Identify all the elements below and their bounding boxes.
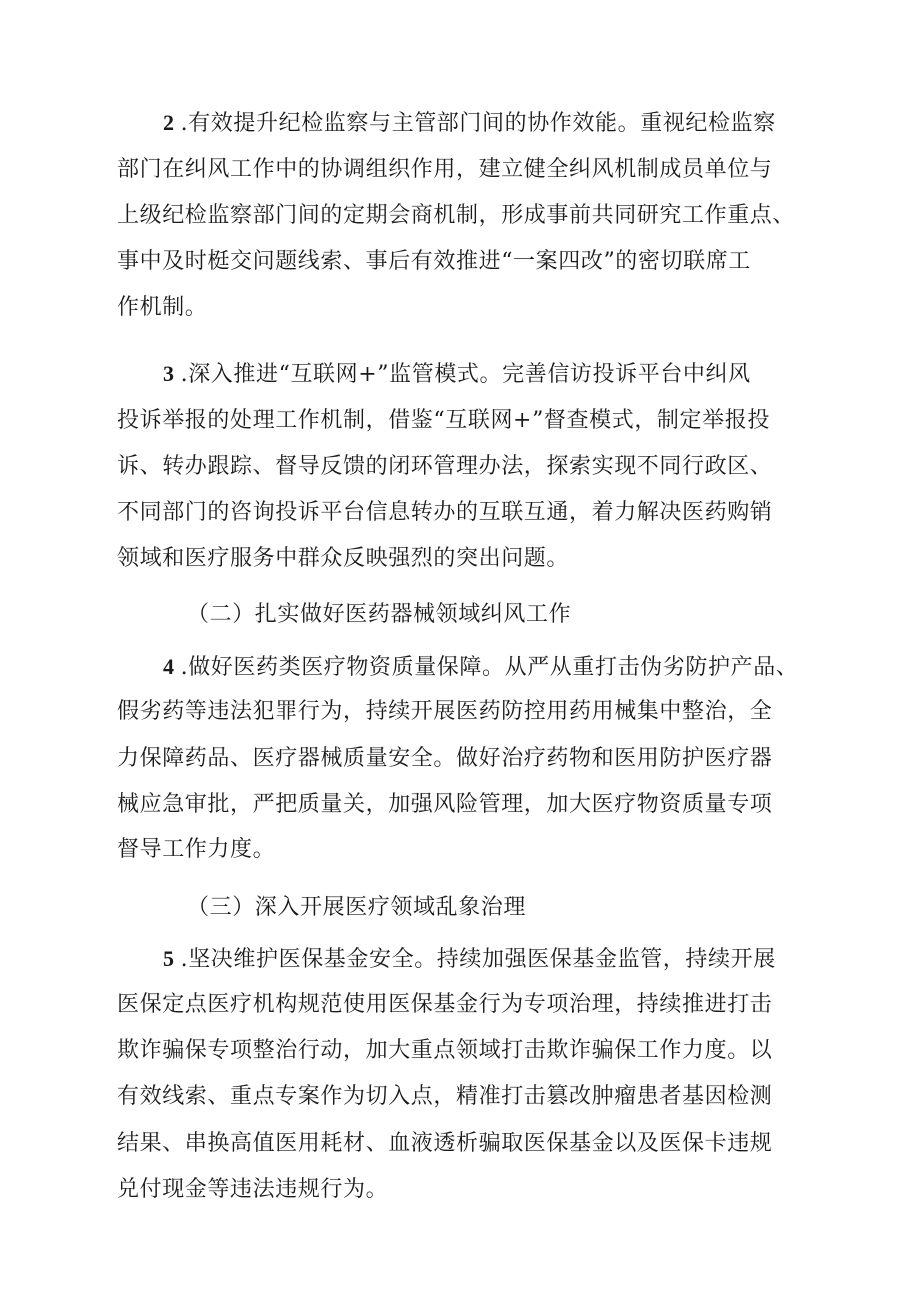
paragraph-4-line-2: 假劣药等违法犯罪行为，持续开展医药防控用药用械集中整治，全 [117,699,773,724]
item-number: 4 [163,654,175,679]
paragraph-3-line-1: 3 .深入推进“互联网+”监管模式。完善信访投诉平台中纠风 [163,361,751,387]
paragraph-3-line-4: 不同部门的咨询投诉平台信息转办的互联互通，着力解决医药购销 [117,500,773,525]
paragraph-4-line-3: 力保障药品、医疗器械质量安全。做好治疗药物和医用防护医疗器 [117,746,773,771]
paragraph-5-line-1: 5 .坚决维护医保基金安全。持续加强医保基金监管，持续开展 [163,946,776,972]
paragraph-2-line-2: 部门在纠风工作中的协调组织作用，建立健全纠风机制成员单位与 [117,157,773,182]
paragraph-2-line-3: 上级纪检监察部门间的定期会商机制，形成事前共同研究工作重点、 [117,203,796,228]
section-heading-3: （三）深入开展医疗领域乱象治理 [187,895,527,920]
paragraph-2-line-1: 2 .有效提升纪检监察与主管部门间的协作效能。重视纪检监察 [163,110,776,136]
paragraph-3-line-2: 投诉举报的处理工作机制，借鉴“互联网+”督查模式，制定举报投 [117,408,770,433]
paragraph-3-line-5: 领域和医疗服务中群众反映强烈的突出问题。 [117,546,570,571]
item-number: 3 [163,361,175,386]
paragraph-4-line-4: 械应急审批，严把质量关，加强风险管理，加大医疗物资质量专项 [117,792,773,817]
section-heading-2: （二）扎实做好医药器械领域纠风工作 [187,602,572,627]
paragraph-4-line-1: 4 .做好医药类医疗物资质量保障。从严从重打击伪劣防护产品、 [163,654,799,680]
paragraph-4-line-5: 督导工作力度。 [117,837,276,862]
item-number: 5 [163,946,175,971]
paragraph-5-line-2: 医保定点医疗机构规范使用医保基金行为专项治理，持续推进打击 [117,992,773,1017]
paragraph-2-line-5: 作机制。 [117,295,208,320]
paragraph-5-line-5: 结果、串换高值医用耗材、血液透析骗取医保基金以及医保卡违规 [117,1131,773,1156]
paragraph-5-line-4: 有效线索、重点专案作为切入点，精准打击篡改肿瘤患者基因检测 [117,1084,773,1109]
paragraph-5-line-6: 兑付现金等违法违规行为。 [117,1177,389,1202]
paragraph-3-line-3: 诉、转办跟踪、督导反馈的闭环管理办法，探索实现不同行政区、 [117,454,773,479]
paragraph-5-line-3: 欺诈骗保专项整治行动，加大重点领域打击欺诈骗保工作力度。以 [117,1038,773,1063]
item-number: 2 [163,110,175,135]
paragraph-2-line-4: 事中及时梃交问题线索、事后有效推进“一案四改”的密切联席工 [117,249,751,274]
